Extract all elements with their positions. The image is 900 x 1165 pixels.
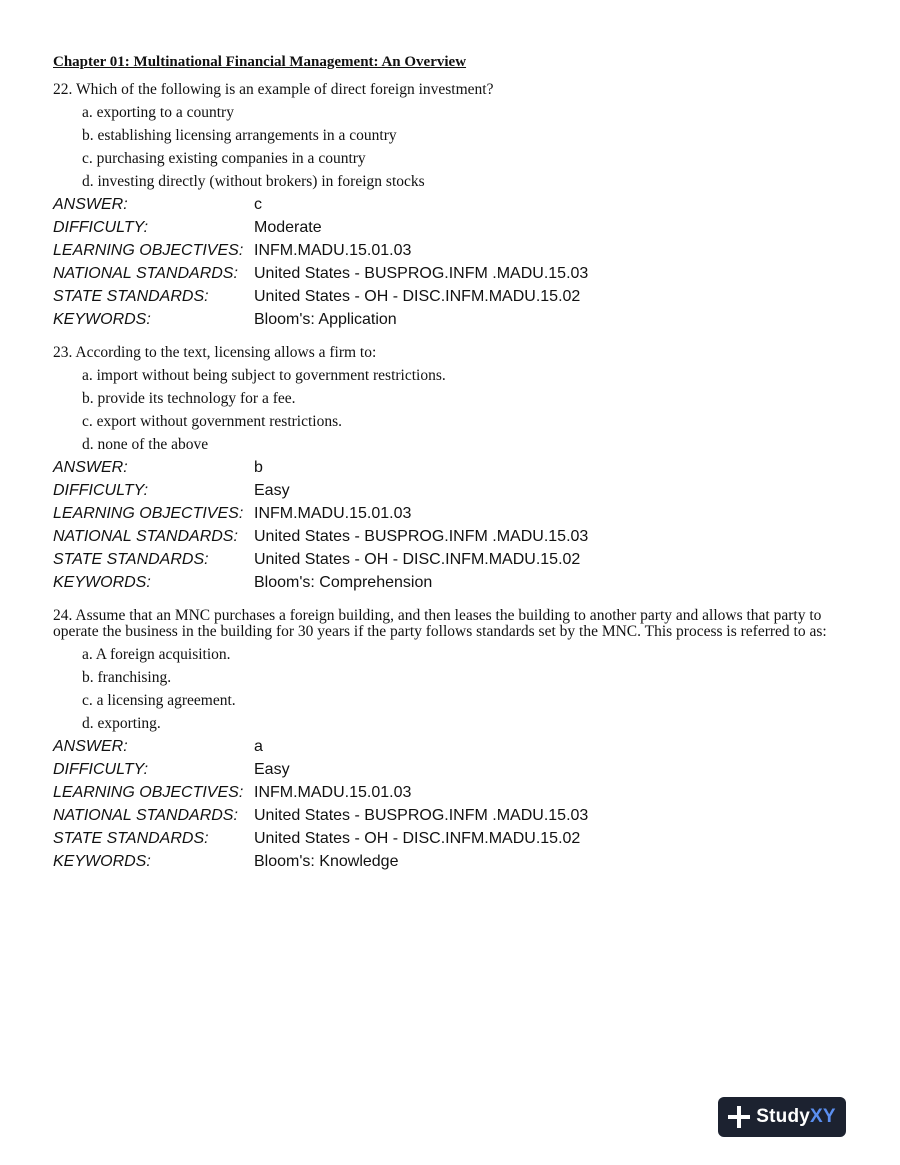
answer-label: ANSWER: xyxy=(53,196,128,213)
national-standards-label: NATIONAL STANDARDS: xyxy=(53,528,238,545)
learning-objectives-value: INFM.MADU.15.01.03 xyxy=(254,784,412,801)
chapter-title: Chapter 01: Multinational Financial Management: An Overview xyxy=(53,54,467,70)
state-standards-row xyxy=(53,827,588,850)
option-a: a. A foreign acquisition. xyxy=(82,646,231,663)
keywords-label: KEYWORDS: xyxy=(53,853,151,870)
option-list xyxy=(53,364,853,456)
option-a: a. import without being subject to government restrictions. xyxy=(82,367,446,384)
state-standards-label: STATE STANDARDS: xyxy=(53,288,209,305)
studyxy-badge[interactable] xyxy=(718,1097,846,1137)
document-page xyxy=(53,52,853,887)
learning-objectives-label: LEARNING OBJECTIVES: xyxy=(53,242,244,259)
learning-objectives-label: LEARNING OBJECTIVES: xyxy=(53,784,244,801)
option-b: b. establishing licensing arrangements in a country xyxy=(82,127,397,144)
state-standards-row xyxy=(53,548,588,571)
option-a: a. exporting to a country xyxy=(82,104,234,121)
answer-row xyxy=(53,193,588,216)
question-stem: 22. Which of the following is an example of direct foreign investment? xyxy=(53,81,494,98)
question-metadata xyxy=(53,456,588,594)
question-stem: 23. According to the text, licensing allows a firm to: xyxy=(53,344,377,361)
keywords-value: Bloom's: Application xyxy=(254,311,397,328)
question-23 xyxy=(53,345,853,594)
plus-icon xyxy=(728,1106,750,1128)
keywords-row xyxy=(53,308,588,331)
answer-row xyxy=(53,456,588,479)
learning-objectives-value: INFM.MADU.15.01.03 xyxy=(254,242,412,259)
learning-objectives-label: LEARNING OBJECTIVES: xyxy=(53,505,244,522)
keywords-label: KEYWORDS: xyxy=(53,311,151,328)
answer-value: a xyxy=(254,738,263,755)
answer-row xyxy=(53,735,588,758)
brand-accent: XY xyxy=(810,1106,836,1127)
difficulty-label: DIFFICULTY: xyxy=(53,761,149,778)
difficulty-label: DIFFICULTY: xyxy=(53,219,149,236)
national-standards-value: United States - BUSPROG.INFM .MADU.15.03 xyxy=(254,265,589,282)
brand-wordmark xyxy=(756,1106,836,1128)
option-b: b. provide its technology for a fee. xyxy=(82,390,296,407)
option-c: c. purchasing existing companies in a country xyxy=(82,150,366,167)
keywords-value: Bloom's: Knowledge xyxy=(254,853,399,870)
question-stem: 24. Assume that an MNC purchases a foreign building, and then leases the building to another party and allows that party to operate the business in the building for 30 years if the party follows standards set by the MNC. This process is referred to as: xyxy=(53,607,827,640)
state-standards-value: United States - OH - DISC.INFM.MADU.15.02 xyxy=(254,288,581,305)
keywords-value: Bloom's: Comprehension xyxy=(254,574,433,591)
brand-main: Study xyxy=(756,1106,811,1127)
question-24 xyxy=(53,608,853,873)
national-standards-value: United States - BUSPROG.INFM .MADU.15.03 xyxy=(254,807,589,824)
option-d: d. investing directly (without brokers) in foreign stocks xyxy=(82,173,425,190)
question-metadata xyxy=(53,735,588,873)
state-standards-value: United States - OH - DISC.INFM.MADU.15.02 xyxy=(254,830,581,847)
option-d: d. none of the above xyxy=(82,436,209,453)
answer-label: ANSWER: xyxy=(53,459,128,476)
difficulty-row xyxy=(53,479,588,502)
option-list xyxy=(53,643,853,735)
national-standards-value: United States - BUSPROG.INFM .MADU.15.03 xyxy=(254,528,589,545)
national-standards-row xyxy=(53,262,588,285)
difficulty-value: Easy xyxy=(254,482,290,499)
learning-objectives-value: INFM.MADU.15.01.03 xyxy=(254,505,412,522)
option-b: b. franchising. xyxy=(82,669,172,686)
option-list xyxy=(53,101,853,193)
state-standards-label: STATE STANDARDS: xyxy=(53,551,209,568)
state-standards-value: United States - OH - DISC.INFM.MADU.15.02 xyxy=(254,551,581,568)
option-d: d. exporting. xyxy=(82,715,161,732)
state-standards-label: STATE STANDARDS: xyxy=(53,830,209,847)
difficulty-value: Moderate xyxy=(254,219,322,236)
state-standards-row xyxy=(53,285,588,308)
question-metadata xyxy=(53,193,588,331)
answer-label: ANSWER: xyxy=(53,738,128,755)
learning-objectives-row xyxy=(53,239,588,262)
difficulty-row xyxy=(53,216,588,239)
answer-value: c xyxy=(254,196,262,213)
national-standards-label: NATIONAL STANDARDS: xyxy=(53,265,238,282)
keywords-row xyxy=(53,571,588,594)
national-standards-label: NATIONAL STANDARDS: xyxy=(53,807,238,824)
learning-objectives-row xyxy=(53,502,588,525)
learning-objectives-row xyxy=(53,781,588,804)
keywords-row xyxy=(53,850,588,873)
difficulty-value: Easy xyxy=(254,761,290,778)
keywords-label: KEYWORDS: xyxy=(53,574,151,591)
question-22 xyxy=(53,82,853,331)
option-c: c. export without government restrictions. xyxy=(82,413,342,430)
difficulty-label: DIFFICULTY: xyxy=(53,482,149,499)
answer-value: b xyxy=(254,459,263,476)
national-standards-row xyxy=(53,804,588,827)
option-c: c. a licensing agreement. xyxy=(82,692,236,709)
national-standards-row xyxy=(53,525,588,548)
difficulty-row xyxy=(53,758,588,781)
